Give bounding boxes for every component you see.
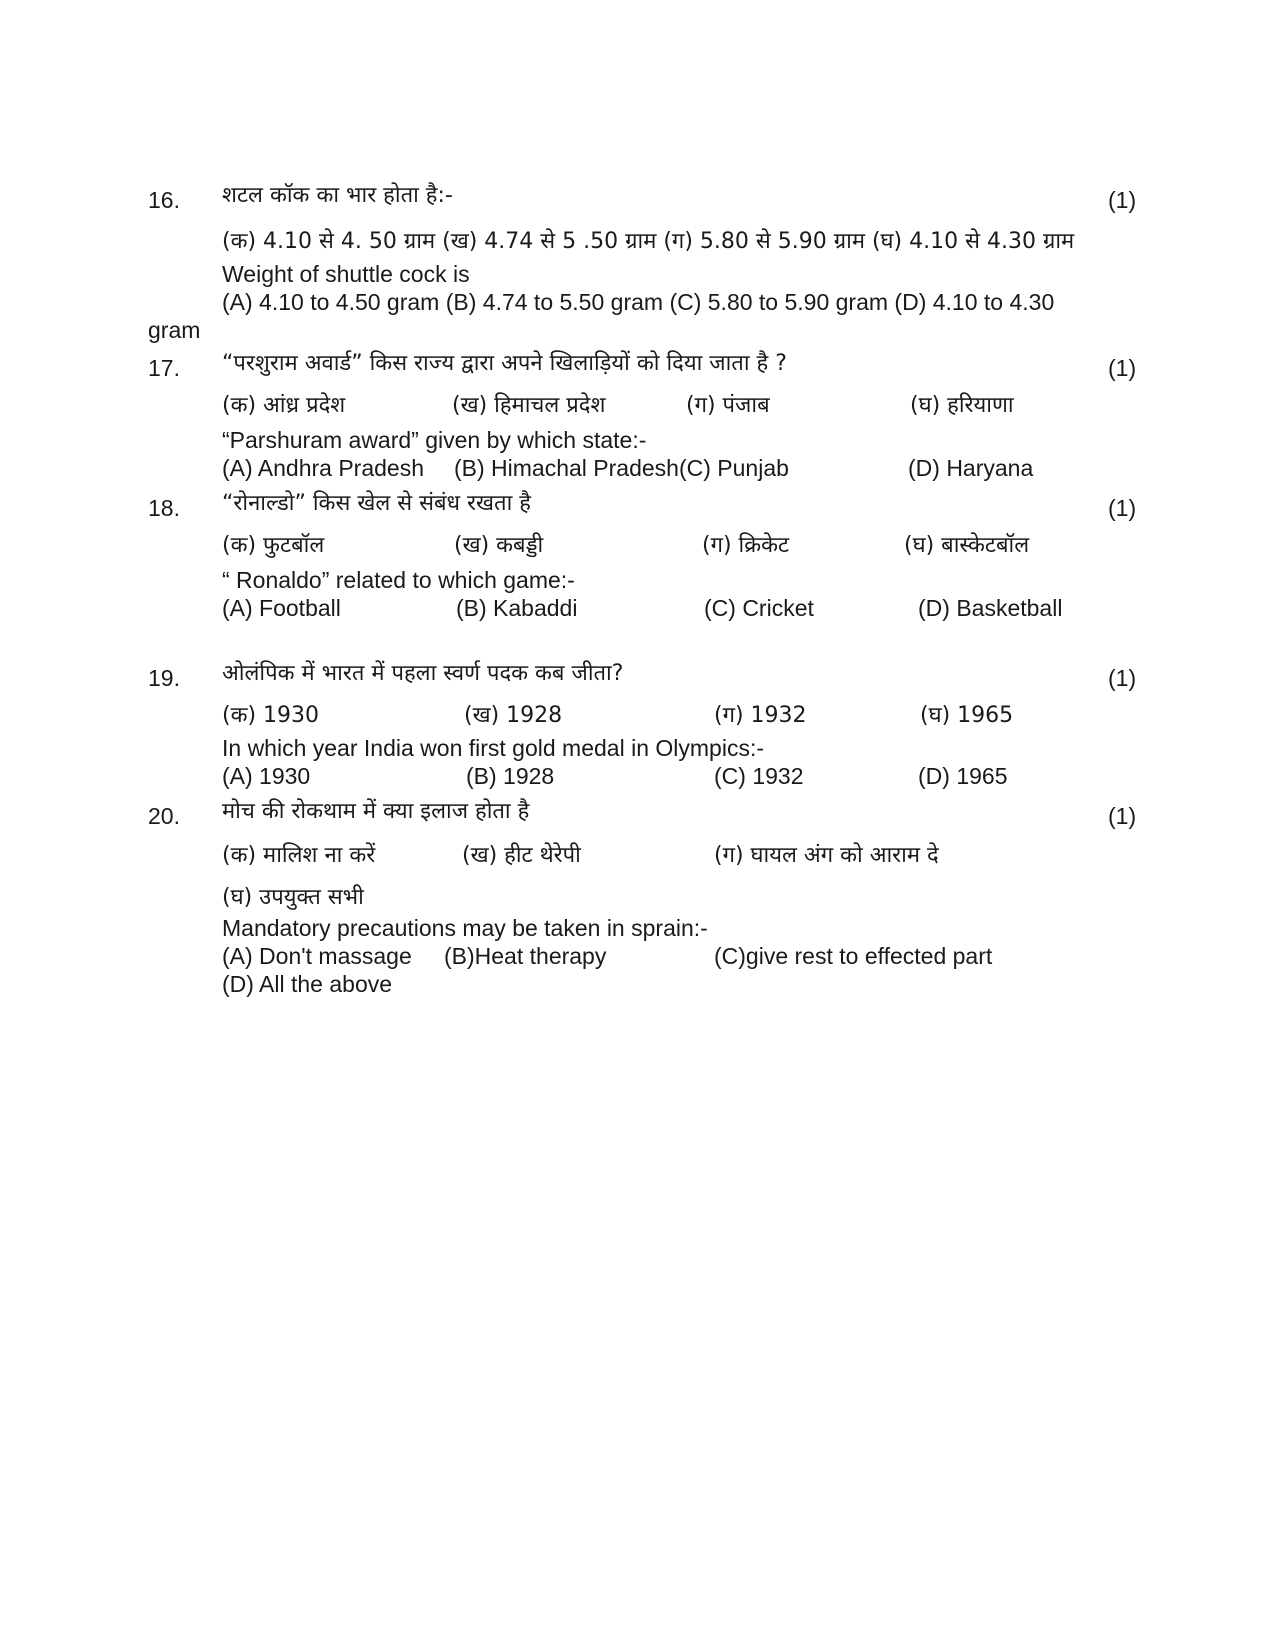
hindi-option-a: (क) 1930: [222, 703, 320, 728]
hindi-option-d: (घ) 1965: [920, 703, 1014, 728]
hindi-options: (क) 4.10 से 4. 50 ग्राम (ख) 4.74 से 5 .50 ग्राम (ग) 5.80 से 5.90 ग्राम (घ) 4.10 से 4.30 ग्राम: [222, 229, 1075, 254]
hindi-question: शटल कॉक का भार होता है:-: [222, 183, 453, 208]
english-option-d: (D) Haryana: [908, 455, 1034, 481]
hindi-question: “रोनाल्डो” किस खेल से संबंध रखता है: [222, 491, 531, 516]
english-option-a: (A) Andhra Pradesh: [222, 455, 425, 481]
english-option-d: (D) Basketball: [918, 595, 1063, 621]
hindi-option-b: (ख) हिमाचल प्रदेश: [452, 393, 606, 418]
hindi-option-a: (क) फुटबॉल: [222, 533, 325, 558]
hindi-option-a: (क) मालिश ना करें: [222, 843, 376, 868]
hindi-question: “परशुराम अवार्ड” किस राज्य द्वारा अपने खिलाड़ियों को दिया जाता है ?: [222, 351, 787, 376]
question-number: 20.: [148, 803, 180, 829]
marks: (1): [1108, 495, 1137, 521]
english-question: In which year India won first gold medal in Olympics:-: [222, 735, 764, 761]
english-question: Weight of shuttle cock is: [222, 261, 470, 287]
english-options: (A) 4.10 to 4.50 gram (B) 4.74 to 5.50 gram (C) 5.80 to 5.90 gram (D) 4.10 to 4.30: [222, 289, 1055, 315]
english-question: “ Ronaldo” related to which game:-: [222, 567, 575, 593]
marks: (1): [1108, 665, 1137, 691]
question-number: 19.: [148, 665, 180, 691]
hindi-option-c: (ग) क्रिकेट: [702, 533, 790, 558]
english-option-c: (C) 1932: [714, 763, 804, 789]
english-option-b-c: (B) Himachal Pradesh(C) Punjab: [454, 455, 789, 481]
english-option-c: (C)give rest to effected part: [714, 943, 993, 969]
marks: (1): [1108, 355, 1137, 381]
english-option-d: (D) All the above: [222, 971, 393, 997]
hindi-option-d: (घ) बास्केटबॉल: [904, 533, 1030, 558]
english-option-b: (B)Heat therapy: [444, 943, 607, 969]
hindi-option-d: (घ) उपयुक्त सभी: [222, 885, 364, 910]
hindi-option-c: (ग) 1932: [714, 703, 807, 728]
english-options-continued: gram: [148, 317, 201, 343]
marks: (1): [1108, 187, 1137, 213]
english-option-d: (D) 1965: [918, 763, 1008, 789]
question-number: 18.: [148, 495, 180, 521]
english-option-b: (B) 1928: [466, 763, 555, 789]
marks: (1): [1108, 803, 1137, 829]
english-question: Mandatory precautions may be taken in sprain:-: [222, 915, 708, 941]
english-option-a: (A) Football: [222, 595, 341, 621]
hindi-question: ओलंपिक में भारत में पहला स्वर्ण पदक कब जीता?: [222, 661, 624, 686]
question-number: 16.: [148, 187, 180, 213]
hindi-option-c: (ग) घायल अंग को आराम दे: [714, 843, 939, 868]
english-option-b: (B) Kabaddi: [456, 595, 578, 621]
hindi-option-c: (ग) पंजाब: [686, 393, 770, 418]
hindi-question: मोच की रोकथाम में क्या इलाज होता है: [222, 799, 530, 824]
english-option-a: (A) 1930: [222, 763, 311, 789]
hindi-option-b: (ख) कबड्डी: [454, 533, 544, 558]
hindi-option-d: (घ) हरियाणा: [910, 393, 1014, 418]
english-question: “Parshuram award” given by which state:-: [222, 427, 647, 453]
hindi-option-b: (ख) 1928: [464, 703, 563, 728]
hindi-option-a: (क) आंध्र प्रदेश: [222, 393, 346, 418]
english-option-a: (A) Don't massage: [222, 943, 412, 969]
english-option-c: (C) Cricket: [704, 595, 814, 621]
hindi-option-b: (ख) हीट थेरेपी: [462, 843, 581, 868]
question-number: 17.: [148, 355, 180, 381]
